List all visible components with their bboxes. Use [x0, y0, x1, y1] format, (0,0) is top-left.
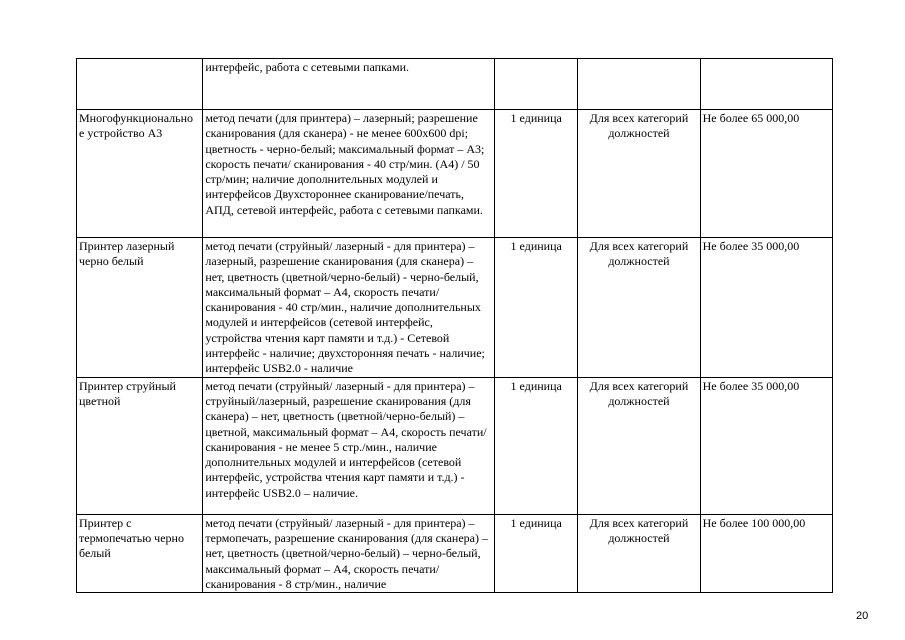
device-name-cell: Принтер лазерный черно белый	[77, 238, 203, 378]
quantity-cell: 1 единица	[495, 514, 578, 592]
device-name-cell: Принтер струйный цветной	[77, 377, 203, 514]
price-cell: Не более 100 000,00	[700, 514, 832, 592]
category-cell: Для всех категорий должностей	[578, 238, 700, 378]
device-description-cell: метод печати (струйный/ лазерный - для принтера) – термопечать, разрешение сканирования (для сканера) – нет, цветность (цветной/черно-белый) – черно-белый, максимальный формат – А4, скорость печати/ сканирования - 8 стр/мин., наличие	[203, 514, 495, 592]
equipment-spec-table	[76, 58, 833, 593]
device-name-cell: Многофункционально е устройство А3	[77, 110, 203, 238]
page-number: 20	[856, 610, 869, 622]
device-description-cell: интерфейс, работа с сетевыми папками.	[203, 59, 495, 110]
price-cell: Не более 65 000,00	[700, 110, 832, 238]
category-cell: Для всех категорий должностей	[578, 110, 700, 238]
table-row	[77, 59, 833, 110]
quantity-cell: 1 единица	[495, 110, 578, 238]
device-description-cell: метод печати (струйный/ лазерный - для принтера) – лазерный, разрешение сканирования (для сканера) – нет, цветность (цветной/черно-белый) - черно-белый, максимальный формат – А4, скорость печати/ сканирования - 40 стр/мин., наличие дополнительных модулей и интерфейсов (сетевой интерфейс, устройства чтения карт памяти и т.д.) - Сетевой интерфейс - наличие; двухсторонняя печать - наличие; интерфейс USB2.0 - наличие	[203, 238, 495, 378]
category-cell	[578, 59, 700, 110]
table-row	[77, 377, 833, 514]
device-name-cell	[77, 59, 203, 110]
quantity-cell: 1 единица	[495, 377, 578, 514]
category-cell: Для всех категорий должностей	[578, 377, 700, 514]
quantity-cell	[495, 59, 578, 110]
category-cell: Для всех категорий должностей	[578, 514, 700, 592]
device-description-cell: метод печати (струйный/ лазерный - для принтера) – струйный/лазерный, разрешение сканирования (для сканера) – нет, цветность (цветной/черно-белый) – цветной, максимальный формат – А4, скорость печати/ сканирования - не менее 5 стр./мин., наличие дополнительных модулей и интерфейсов (сетевой интерфейс, устройства чтения карт памяти и т.д.) - интерфейс USB2.0 – наличие.	[203, 377, 495, 514]
table-row	[77, 514, 833, 592]
table-row	[77, 110, 833, 238]
quantity-cell: 1 единица	[495, 238, 578, 378]
price-cell: Не более 35 000,00	[700, 377, 832, 514]
table-row	[77, 238, 833, 378]
price-cell	[700, 59, 832, 110]
price-cell: Не более 35 000,00	[700, 238, 832, 378]
device-description-cell: метод печати (для принтера) – лазерный; разрешение сканирования (для сканера) - не менее 600х600 dpi; цветность - черно-белый; максимальный формат – А3; скорость печати/ сканирования - 40 стр/мин. (А4) / 50 стр/мин; наличие дополнительных модулей и интерфейсов Двухстороннее сканирование/печать, АПД, сетевой интерфейс, работа с сетевыми папками.	[203, 110, 495, 238]
device-name-cell: Принтер с термопечатью черно белый	[77, 514, 203, 592]
